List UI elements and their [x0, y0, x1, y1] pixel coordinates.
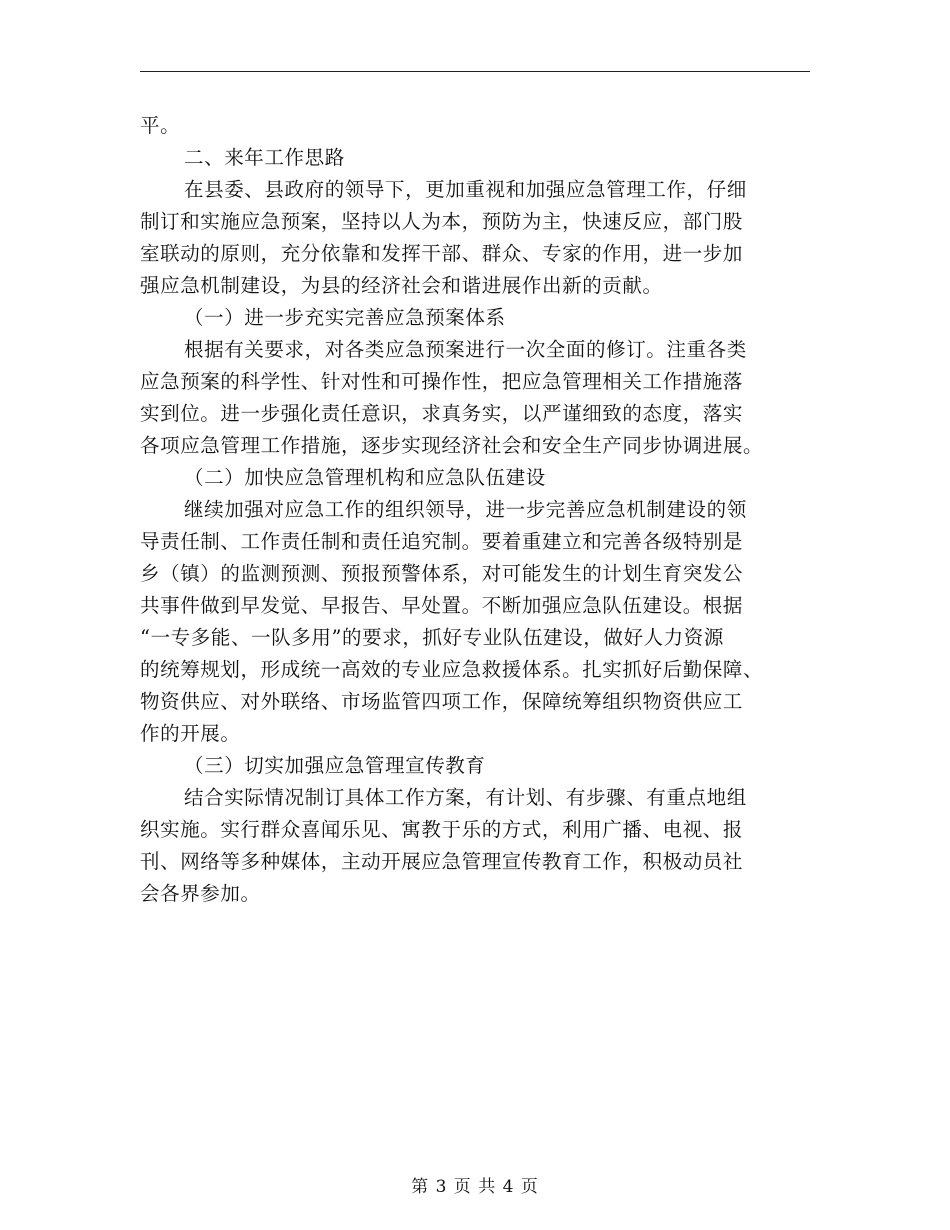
section-heading: 二、来年工作思路 — [184, 146, 345, 169]
text-line: 在县委、县政府的领导下，更加重视和加强应急管理工作，仔细 — [184, 178, 747, 201]
text-line: 乡（镇）的监测预测、预报预警体系，对可能发生的计划生育突发公 — [140, 562, 744, 585]
text-line: 实到位。进一步强化责任意识，求真务实，以严谨细致的态度，落实 — [140, 402, 744, 425]
text-line: 导责任制、工作责任制和责任追究制。要着重建立和完善各级特别是 — [140, 530, 744, 553]
header-rule — [140, 71, 810, 72]
text-line: 强应急机制建设，为县的经济社会和谐进展作出新的贡献。 — [140, 274, 663, 297]
subsection-heading: （二）加快应急管理机构和应急队伍建设 — [184, 466, 546, 489]
text-line: 物资供应、对外联络、市场监管四项工作，保障统筹组织物资供应工 — [140, 690, 744, 713]
text-line: 继续加强对应急工作的组织领导，进一步完善应急机制建设的领 — [184, 498, 747, 521]
subsection-heading: （一）进一步充实完善应急预案体系 — [184, 306, 506, 329]
page-number-footer: 第 3 页 共 4 页 — [411, 1177, 539, 1197]
subsection-heading: （三）切实加强应急管理宣传教育 — [184, 754, 486, 777]
text-line: 平。 — [140, 114, 181, 137]
text-line: 制订和实施应急预案，坚持以人为本，预防为主，快速反应，部门股 — [140, 210, 744, 233]
text-line: 刊、网络等多种媒体，主动开展应急管理宣传教育工作，积极动员社 — [140, 850, 744, 873]
text-line: 室联动的原则，充分依靠和发挥干部、群众、专家的作用，进一步加 — [140, 242, 744, 265]
text-line: 共事件做到早发觉、早报告、早处置。不断加强应急队伍建设。根据 — [140, 594, 744, 617]
text-line: 织实施。实行群众喜闻乐见、寓教于乐的方式，利用广播、电视、报 — [140, 818, 744, 841]
text-line: 作的开展。 — [140, 722, 241, 745]
text-line: 结合实际情况制订具体工作方案，有计划、有步骤、有重点地组 — [184, 786, 747, 809]
text-line: 会各界参加。 — [140, 882, 261, 905]
text-line: 应急预案的科学性、针对性和可操作性，把应急管理相关工作措施落 — [140, 370, 744, 393]
document-body — [140, 110, 820, 910]
text-line: 根据有关要求，对各类应急预案进行一次全面的修订。注重各类 — [184, 338, 747, 361]
text-line: “一专多能、一队多用”的要求，抓好专业队伍建设，做好人力资源 — [140, 626, 724, 649]
text-line: 各项应急管理工作措施，逐步实现经济社会和安全生产同步协调进展。 — [140, 434, 764, 457]
text-line: 的统筹规划，形成统一高效的专业应急救援体系。扎实抓好后勤保障、 — [140, 658, 764, 681]
